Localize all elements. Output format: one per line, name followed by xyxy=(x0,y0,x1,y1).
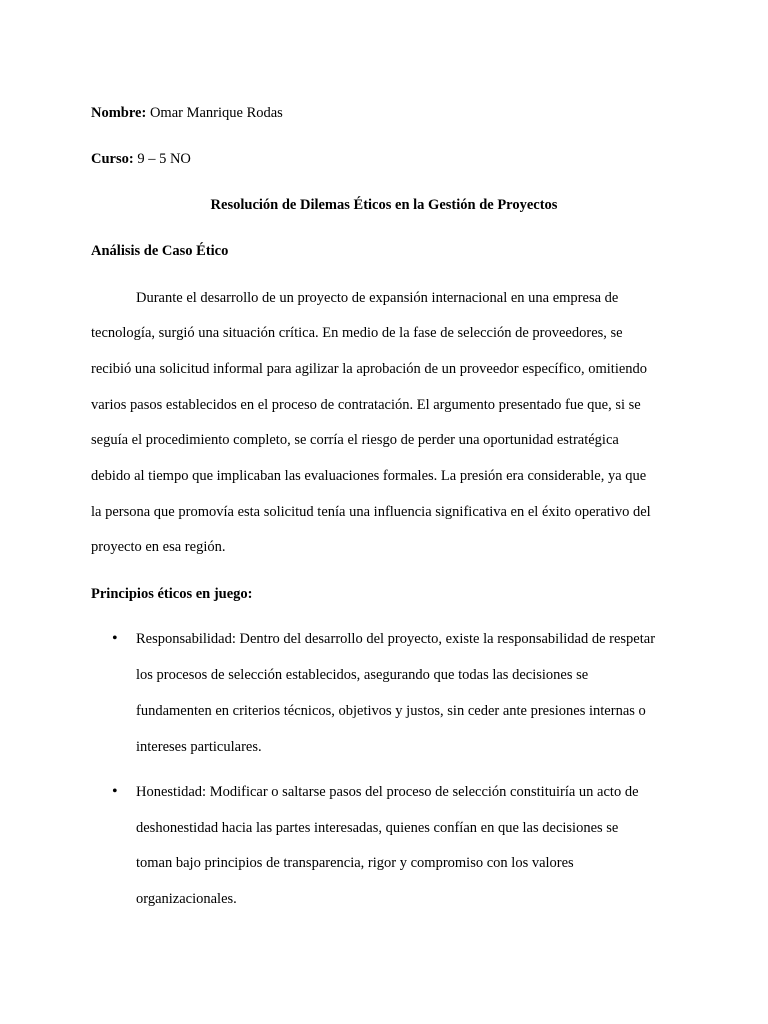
name-value: Omar Manrique Rodas xyxy=(146,105,283,121)
list-item-line: Honestidad: Modificar o saltarse pasos del proceso de selección constituiría un acto de xyxy=(136,784,639,800)
bullet-icon: • xyxy=(112,630,118,647)
document-title: Resolución de Dilemas Éticos en la Gestión de Proyectos xyxy=(210,197,558,213)
name-label: Nombre: xyxy=(91,105,147,121)
list-item-line: intereses particulares. xyxy=(136,739,262,755)
course-line xyxy=(91,150,191,168)
list-item-line: los procesos de selección establecidos, asegurando que todas las decisiones se xyxy=(136,667,589,683)
list-item-line: fundamenten en criterios técnicos, objetivos y justos, sin ceder ante presiones internas o xyxy=(136,703,646,719)
bullet-icon: • xyxy=(112,783,118,800)
paragraph-line: varios pasos establecidos en el proceso de contratación. El argumento presentado fue que, si se xyxy=(91,397,641,413)
course-value: 9 – 5 NO xyxy=(133,151,191,167)
paragraph-line: proyecto en esa región. xyxy=(91,539,226,555)
paragraph-line: tecnología, surgió una situación crítica. En medio de la fase de selección de proveedores, se xyxy=(91,325,623,341)
section-heading-ethical-principles: Principios éticos en juego: xyxy=(91,586,253,602)
paragraph-line: seguía el procedimiento completo, se corría el riesgo de perder una oportunidad estratégica xyxy=(91,432,619,448)
paragraph-line: la persona que promovía esta solicitud tenía una influencia significativa en el éxito operativo del xyxy=(91,504,651,520)
paragraph-line: debido al tiempo que implicaban las evaluaciones formales. La presión era considerable, ya que xyxy=(91,468,647,484)
paragraph-line: Durante el desarrollo de un proyecto de expansión internacional en una empresa de xyxy=(136,290,619,306)
section-heading-case-analysis: Análisis de Caso Ético xyxy=(91,243,229,259)
paragraph-line: recibió una solicitud informal para agilizar la aprobación de un proveedor específico, omitiendo xyxy=(91,361,648,377)
name-line xyxy=(91,104,283,122)
list-item-line: deshonestidad hacia las partes interesadas, quienes confían en que las decisiones se xyxy=(136,820,619,836)
list-item-line: organizacionales. xyxy=(136,891,237,907)
list-item-line: Responsabilidad: Dentro del desarrollo del proyecto, existe la responsabilidad de respetar xyxy=(136,631,656,647)
course-label: Curso: xyxy=(91,151,134,167)
list-item-line: toman bajo principios de transparencia, rigor y compromiso con los valores xyxy=(136,855,574,871)
